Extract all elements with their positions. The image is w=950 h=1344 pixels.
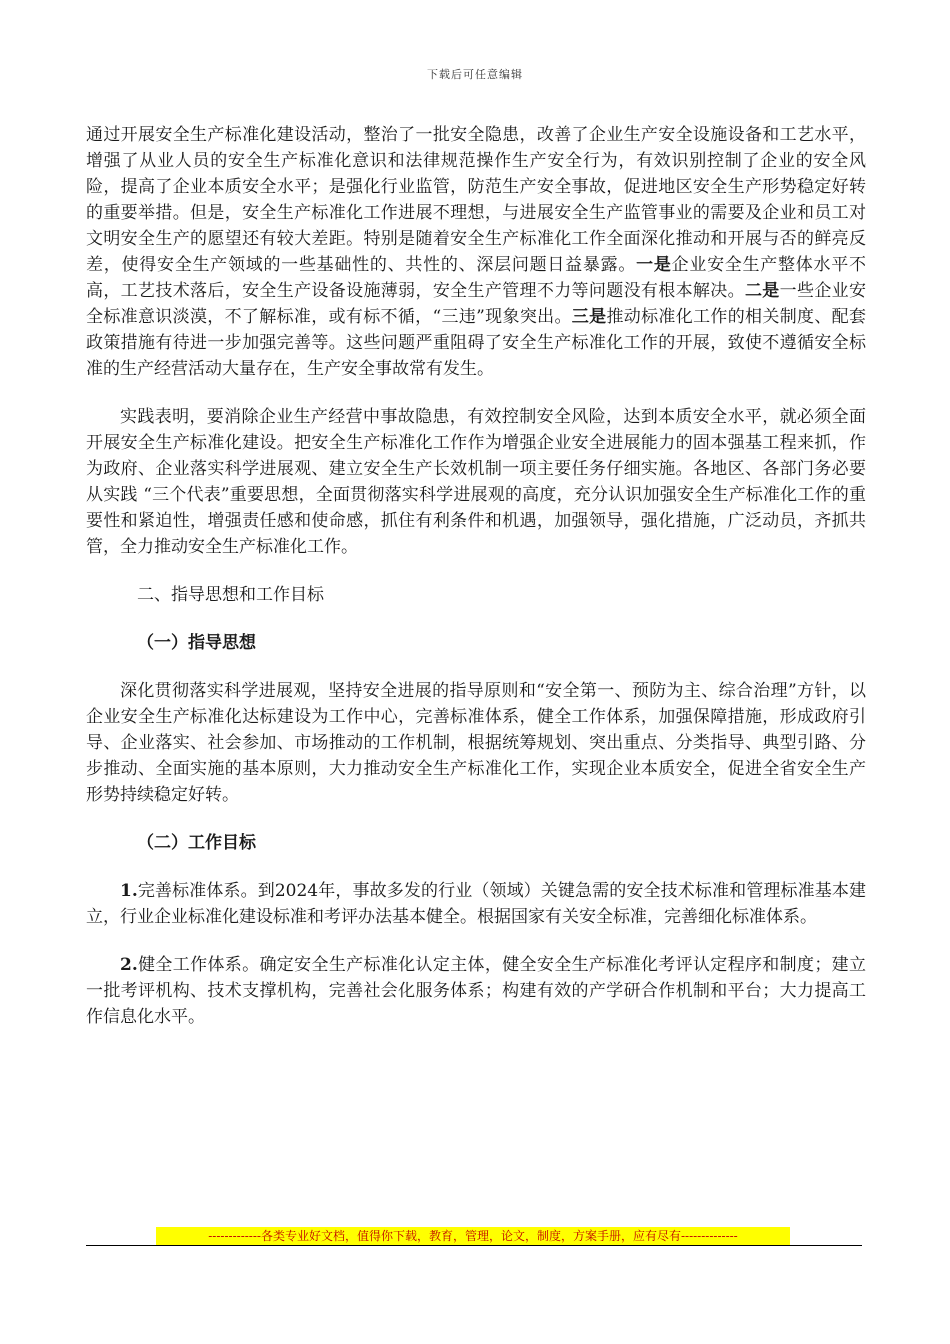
goal-item-1-text: 完善标准体系。到2024年，事故多发的行业（领域）关键急需的安全技术标准和管理标准基本建立，行业企业标准化建设标准和考评办法基本健全。根据国家有关安全标准，完善细化标准体系。 (86, 881, 866, 927)
section-heading-guidance-goals: 二、指导思想和工作目标 (137, 585, 324, 605)
document-body (86, 122, 866, 1052)
para1-lead-third: 三是 (571, 307, 607, 327)
paragraph-guiding-ideology: 深化贯彻落实科学进展观，坚持安全进展的指导原则和“安全第一、预防为主、综合治理”方针，以企业安全生产标准化达标建设为工作中心，完善标准体系，健全工作体系，加强保障措施，形成政府引导、企业落实、社会参加、市场推动的工作机制，根据统筹规划、突出重点、分类指导、典型引路、分步推动、全面实施的基本原则，大力推动安全生产标准化工作，实现企业本质安全，促进全省安全生产形势持续稳定好转。 (86, 681, 866, 805)
goal-item-1 (86, 878, 866, 930)
para1-text-3: 一些企业安全标准意识淡漠，不了解标准，或有标不循，“三违”现象突出。 (86, 281, 867, 327)
para1-lead-second: 二是 (744, 281, 780, 301)
goal-item-2-number: 2. (120, 955, 138, 975)
paragraph-practice: 实践表明，要消除企业生产经营中事故隐患，有效控制安全风险，达到本质安全水平，就必须全面开展安全生产标准化建设。把安全生产标准化工作作为增强企业安全进展能力的固本强基工程来抓，作为政府、企业落实科学进展观、建立安全生产长效机制一项主要任务仔细实施。各地区、各部门务必要从实践 “三个代表”重要思想，全面贯彻落实科学进展观的高度，充分认识加强安全生产标准化工作的重要性和紧迫性，增强责任感和使命感，抓住有利条件和机遇，加强领导，强化措施，广泛动员，齐抓共管，全力推动安全生产标准化工作。 (86, 407, 866, 557)
subheading-work-goals: （二）工作目标 (137, 833, 256, 853)
goal-item-1-number: 1. (120, 881, 138, 901)
goal-item-2-text: 健全工作体系。确定安全生产标准化认定主体，健全安全生产标准化考评认定程序和制度；建立一批考评机构、技术支撑机构，完善社会化服务体系；构建有效的产学研合作机制和平台；大力提高工作信息化水平。 (86, 955, 866, 1027)
para1-text-2: 企业安全生产整体水平不高，工艺技术落后，安全生产设备设施薄弱，安全生产管理不力等问题没有根本解决。 (86, 255, 867, 301)
para1-text-1: 通过开展安全生产标准化建设活动，整治了一批安全隐患，改善了企业生产安全设施设备和工艺水平，增强了从业人员的安全生产标准化意识和法律规范操作生产安全行为，有效识别控制了企业的安全风险，提高了企业本质安全水平；是强化行业监管，防范生产安全事故，促进地区安全生产形势稳定好转的重要举措。但是，安全生产标准化工作进展不理想，与进展安全生产监管事业的需要及企业和员工对文明安全生产的愿望还有较大差距。特别是随着安全生产标准化工作全面深化推动和开展与否的鲜亮反差，使得安全生产领域的一些基础性的、共性的、深层问题日益暴露。 (86, 125, 866, 275)
goal-item-2 (86, 952, 866, 1030)
footer-divider (86, 1245, 862, 1246)
header-note: 下载后可任意编辑 (427, 68, 523, 81)
subheading-guiding-ideology: （一）指导思想 (137, 633, 256, 653)
paragraph-background (86, 122, 866, 382)
para1-lead-first: 一是 (636, 255, 672, 275)
footer-promo-banner: -------------各类专业好文档，值得你下载，教育，管理，论文，制度，方案手册，应有尽有-------------- (156, 1227, 790, 1245)
para1-text-4: 推动标准化工作的相关制度、配套政策措施有待进一步加强完善等。这些问题严重阻碍了安全生产标准化工作的开展，致使不遵循安全标准的生产经营活动大量存在，生产安全事故常有发生。 (86, 307, 866, 379)
